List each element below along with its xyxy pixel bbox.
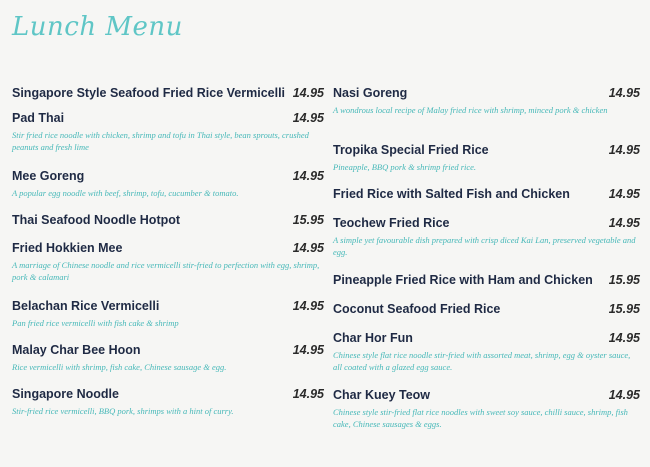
item-price: 14.95: [292, 169, 324, 183]
item-price: 14.95: [292, 387, 324, 401]
item-name: Pineapple Fried Rice with Ham and Chicken: [333, 273, 593, 287]
item-price: 15.95: [292, 213, 324, 227]
item-price: 15.95: [608, 273, 640, 287]
menu-item: [333, 143, 640, 187]
menu-item: [333, 388, 640, 432]
item-description: Chinese style flat rice noodle stir-fried with assorted meat, shrimp, egg & oyster sauce, all coated with a glazed egg sauce.: [333, 350, 631, 372]
item-name: Char Hor Fun: [333, 331, 413, 345]
menu-item: [333, 187, 640, 216]
menu-column-right: [333, 86, 640, 432]
menu-item: [12, 387, 324, 427]
item-name: Coconut Seafood Fried Rice: [333, 302, 501, 316]
item-description: A marriage of Chinese noodle and rice vermicelli stir-fried to perfection with egg, shrimp, pork & calamari: [12, 260, 320, 282]
menu-item: [12, 213, 324, 241]
item-description: A wondrous local recipe of Malay fried rice with shrimp, minced pork & chicken: [333, 105, 608, 115]
menu-item: [12, 299, 324, 343]
item-name: Teochew Fried Rice: [333, 216, 450, 230]
item-price: 14.95: [292, 299, 324, 313]
item-price: 14.95: [608, 216, 640, 230]
menu-item: [333, 216, 640, 273]
item-price: 14.95: [292, 343, 324, 357]
menu-item: [12, 111, 324, 169]
item-price: 14.95: [608, 388, 640, 402]
menu-item: [333, 273, 640, 302]
item-name: Belachan Rice Vermicelli: [12, 299, 160, 313]
item-price: 14.95: [608, 143, 640, 157]
item-name: Char Kuey Teow: [333, 388, 431, 402]
item-description: Stir fried rice noodle with chicken, shrimp and tofu in Thai style, bean sprouts, crushed peanuts and fresh lime: [12, 130, 309, 152]
menu-item: [12, 241, 324, 299]
item-price: 14.95: [608, 331, 640, 345]
item-description: Pan fried rice vermicelli with fish cake & shrimp: [12, 318, 179, 328]
item-description: A simple yet favourable dish prepared with crisp diced Kai Lan, preserved vegetable and egg.: [333, 235, 636, 257]
item-description: Pineapple, BBQ pork & shrimp fried rice.: [333, 162, 477, 172]
item-description: Stir-fried rice vermicelli, BBQ pork, shrimps with a hint of curry.: [12, 406, 234, 416]
menu-item: [333, 302, 640, 331]
menu-item: [12, 169, 324, 213]
item-name: Malay Char Bee Hoon: [12, 343, 141, 357]
item-price: 14.95: [292, 241, 324, 255]
item-name: Singapore Style Seafood Fried Rice Vermicelli: [12, 86, 286, 100]
item-name: Pad Thai: [12, 111, 65, 125]
item-price: 14.95: [292, 111, 324, 125]
menu-column-left: [12, 86, 324, 427]
menu-item: [12, 343, 324, 387]
item-price: 14.95: [608, 86, 640, 100]
item-name: Fried Rice with Salted Fish and Chicken: [333, 187, 570, 201]
item-price: 14.95: [292, 86, 324, 100]
item-price: 14.95: [608, 187, 640, 201]
item-name: Nasi Goreng: [333, 86, 408, 100]
menu-title: Lunch Menu: [12, 12, 183, 42]
item-name: Singapore Noodle: [12, 387, 119, 401]
menu-item: [333, 86, 640, 143]
item-description: A popular egg noodle with beef, shrimp, tofu, cucumber & tomato.: [12, 188, 239, 198]
item-name: Mee Goreng: [12, 169, 85, 183]
item-name: Thai Seafood Noodle Hotpot: [12, 213, 181, 227]
item-description: Chinese style stir-fried flat rice noodles with sweet soy sauce, chilli sauce, shrimp, fish cake, Chinese sausages & eggs.: [333, 407, 628, 429]
menu-item: [12, 86, 324, 111]
item-price: 15.95: [608, 302, 640, 316]
item-name: Fried Hokkien Mee: [12, 241, 123, 255]
menu-item: [333, 331, 640, 388]
item-description: Rice vermicelli with shrimp, fish cake, Chinese sausage & egg.: [12, 362, 227, 372]
item-name: Tropika Special Fried Rice: [333, 143, 489, 157]
